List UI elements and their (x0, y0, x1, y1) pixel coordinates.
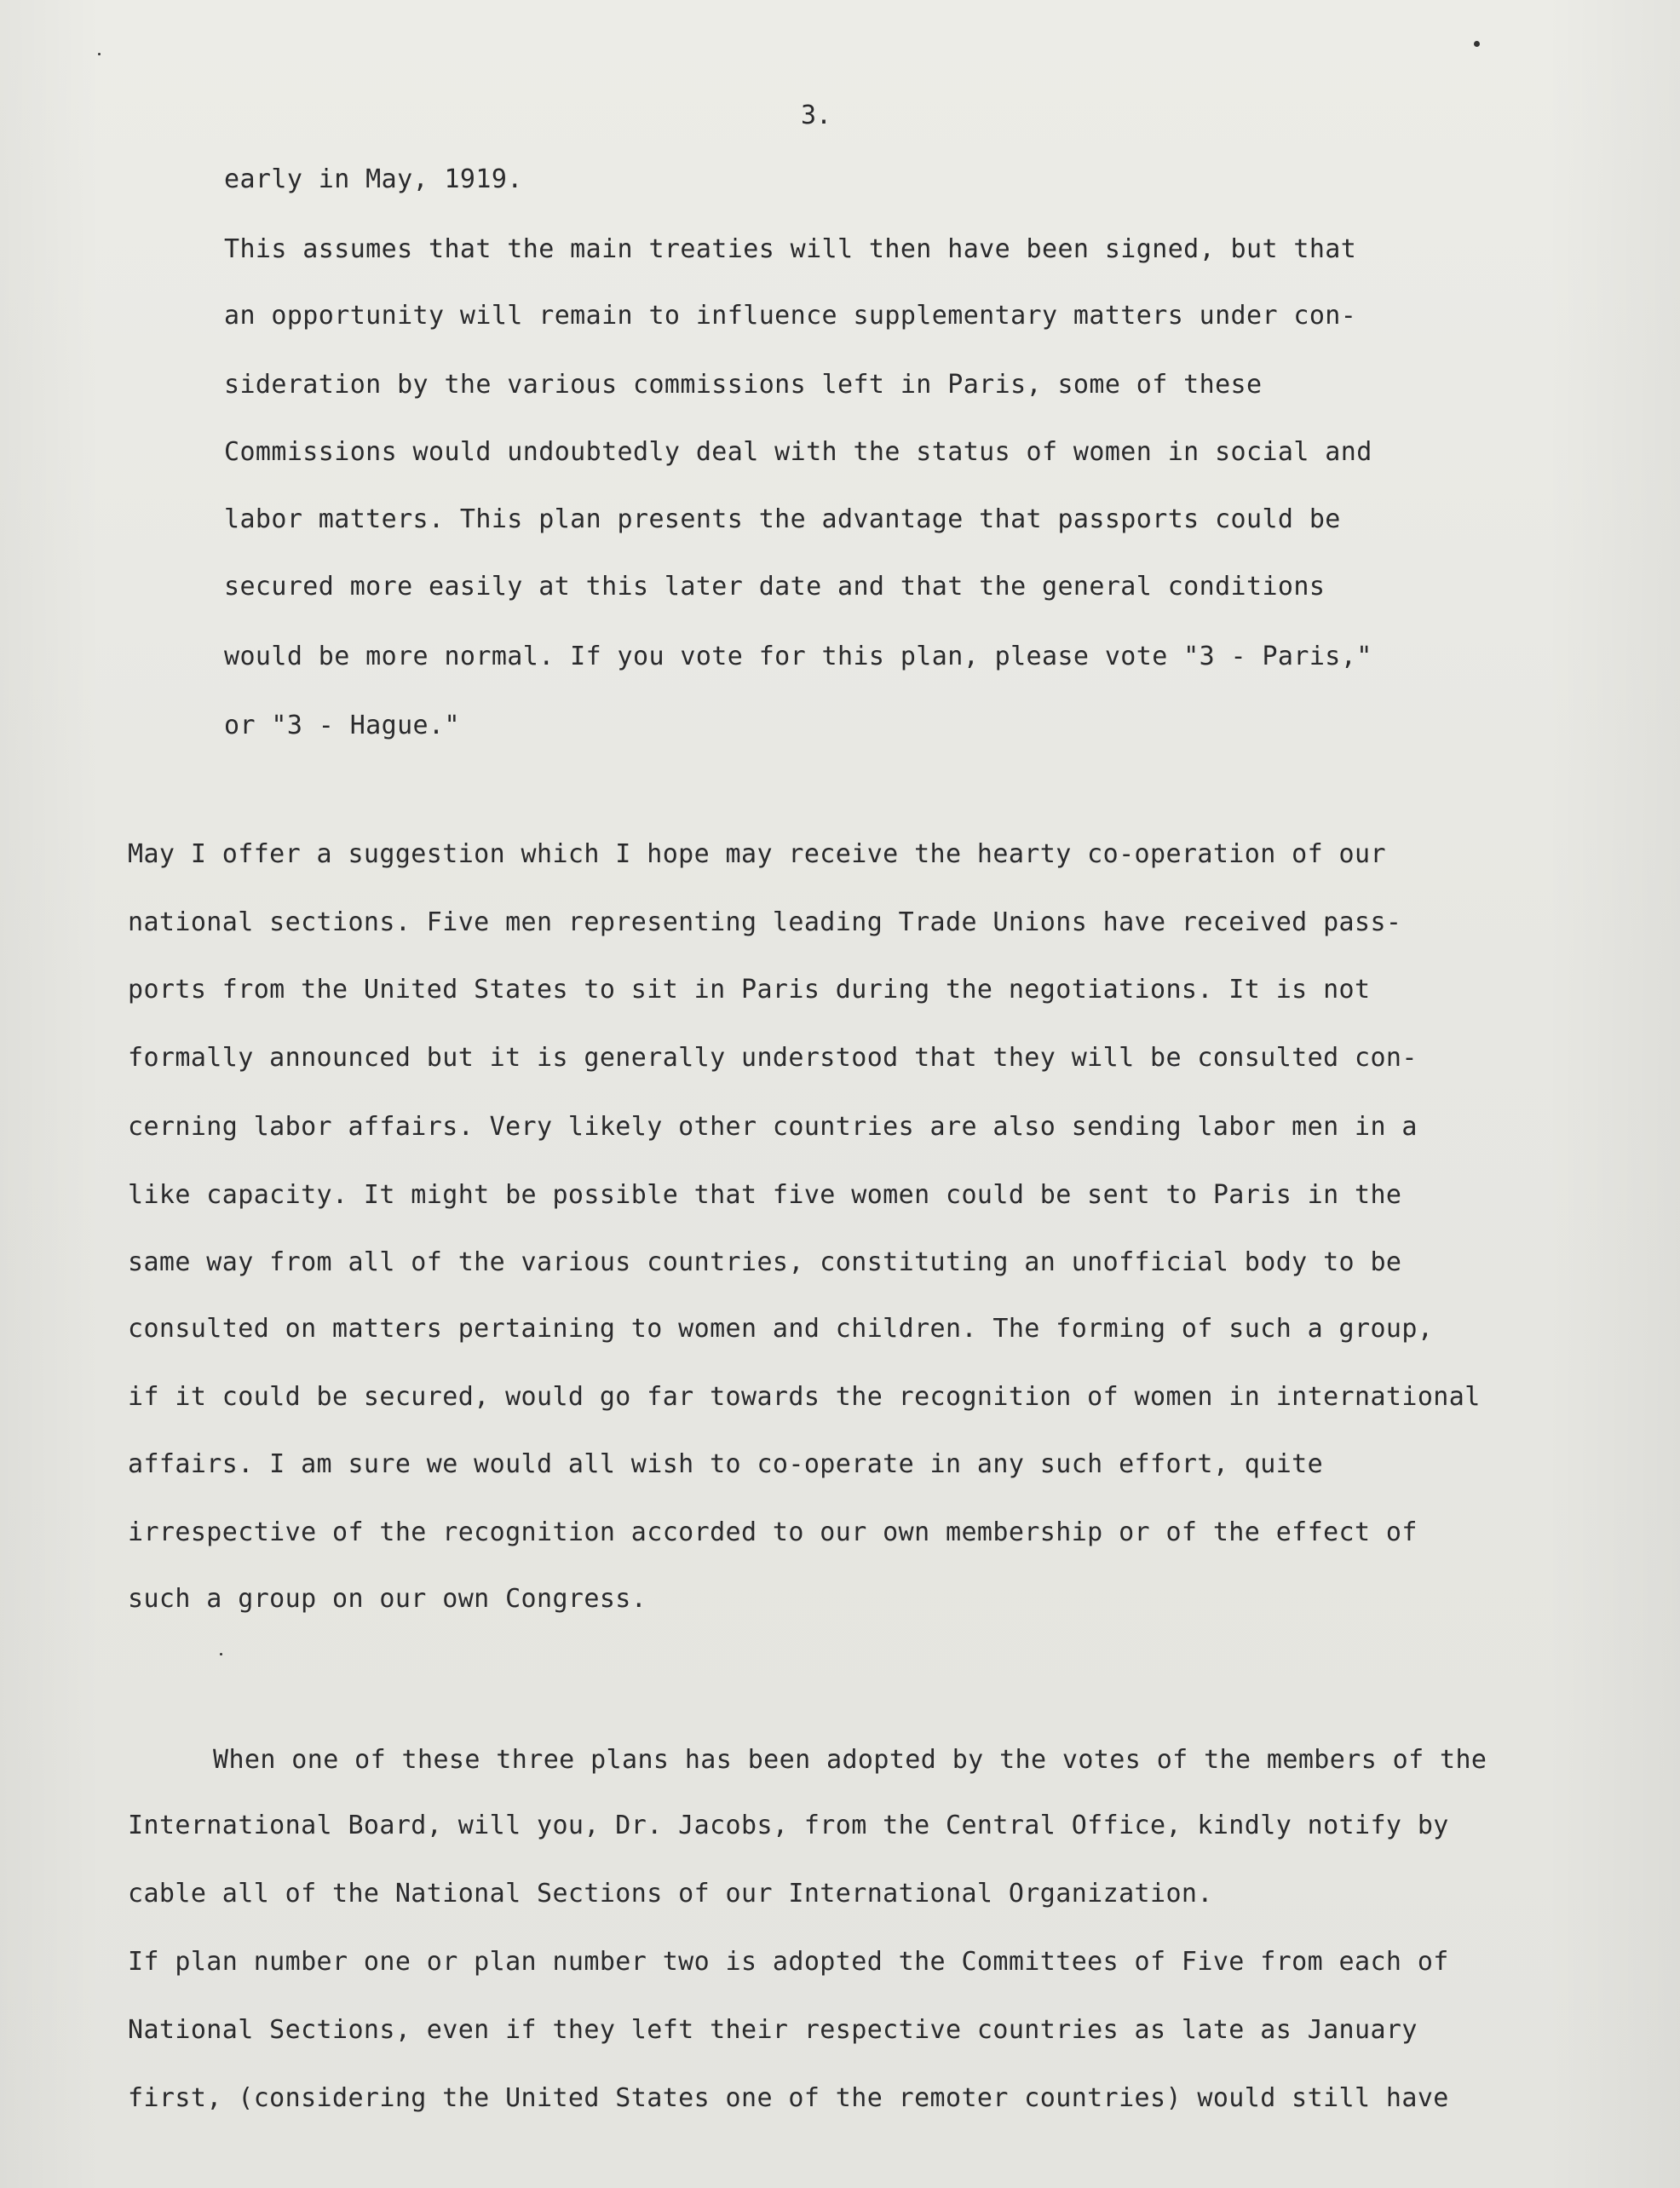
text-line: May I offer a suggestion which I hope may receive the hearty co-operation of our (128, 839, 1386, 869)
text-line: same way from all of the various countries, constituting an unofficial body to be (128, 1247, 1402, 1277)
text-line: secured more easily at this later date and that the general conditions (224, 572, 1326, 602)
text-line: When one of these three plans has been adopted by the votes of the members of the (213, 1745, 1487, 1775)
text-line: affairs. I am sure we would all wish to co-operate in any such effort, quite (128, 1449, 1324, 1479)
paper-speck (1474, 41, 1480, 47)
text-line: cable all of the National Sections of our International Organization. (128, 1879, 1213, 1909)
text-line: Commissions would undoubtedly deal with the status of women in social and (224, 437, 1372, 467)
text-line: if it could be secured, would go far towards the recognition of women in international (128, 1382, 1481, 1412)
text-line: first, (considering the United States one of the remoter countries) would still have (128, 2083, 1449, 2113)
page-number: 3. (801, 101, 832, 130)
text-line: irrespective of the recognition accorded to our own membership or of the effect of (128, 1517, 1418, 1547)
text-line: sideration by the various commissions left in Paris, some of these (224, 370, 1263, 400)
text-line: cerning labor affairs. Very likely other countries are also sending labor men in a (128, 1112, 1418, 1142)
text-line: would be more normal. If you vote for this plan, please vote "3 - Paris," (224, 642, 1372, 671)
text-line: like capacity. It might be possible that five women could be sent to Paris in the (128, 1180, 1402, 1210)
text-line: an opportunity will remain to influence supplementary matters under con- (224, 301, 1357, 331)
text-line: ports from the United States to sit in Paris during the negotiations. It is not (128, 975, 1371, 1005)
text-line: International Board, will you, Dr. Jacobs, from the Central Office, kindly notify by (128, 1811, 1449, 1840)
text-line: formally announced but it is generally understood that they will be consulted con- (128, 1043, 1418, 1073)
text-line: If plan number one or plan number two is adopted the Committees of Five from each of (128, 1947, 1449, 1977)
text-line: or "3 - Hague." (224, 711, 460, 740)
text-line: such a group on our own Congress. (128, 1584, 647, 1614)
text-line: national sections. Five men representing leading Trade Unions have received pass- (128, 907, 1402, 937)
text-line: early in May, 1919. (224, 164, 523, 194)
text-line: labor matters. This plan presents the advantage that passports could be (224, 504, 1341, 534)
text-line: National Sections, even if they left their respective countries as late as January (128, 2015, 1418, 2045)
paper-speck (98, 53, 101, 55)
text-line: consulted on matters pertaining to women and children. The forming of such a group, (128, 1314, 1434, 1344)
text-line: This assumes that the main treaties will then have been signed, but that (224, 234, 1357, 264)
paper-speck (220, 1653, 222, 1655)
